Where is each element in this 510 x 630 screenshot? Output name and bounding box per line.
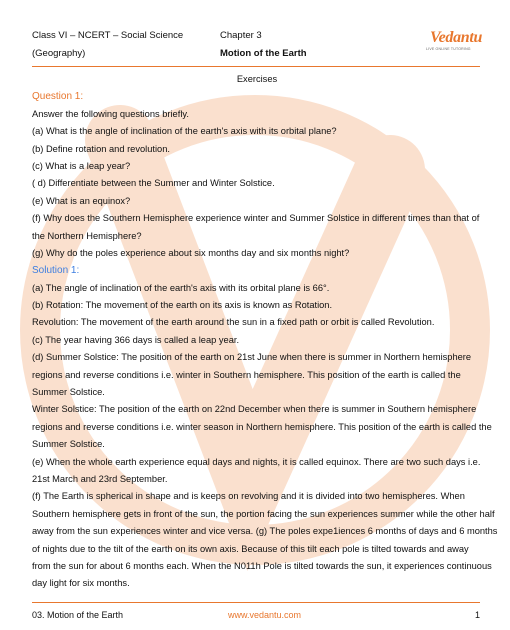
text-line: of nights due to the tilt of the earth on its own axis. Because of this tilt each pole is tilted towards and away xyxy=(32,543,469,554)
question-heading: Question 1: xyxy=(32,91,84,103)
text-line: regions and reverse conditions i.e. winter in Southern hemisphere. This position of the earth is called the xyxy=(32,369,461,380)
class-label: Class VI – NCERT – Social Science xyxy=(32,30,184,41)
text-line: Winter Solstice: The position of the earth on 22nd December when there is summer in Southern hemisphere xyxy=(32,404,477,415)
vedantu-logo xyxy=(420,28,483,54)
text-line: from the sun for about 6 months each. When the N011h Pole is tilted towards the sun, it experiences continuous xyxy=(32,560,492,571)
text-line: 21st March and 23rd September. xyxy=(32,473,168,484)
text-line: Summer Solstice. xyxy=(32,387,105,398)
logo-wordmark: Vedantu xyxy=(430,29,483,46)
text-line: (f) The Earth is spherical in shape and is keeps on revolving and it is divided into two hemispheres. When xyxy=(32,491,465,502)
text-line: Answer the following questions briefly. xyxy=(32,108,189,119)
logo-tagline: LIVE ONLINE TUTORING xyxy=(426,47,471,51)
section-heading: Exercises xyxy=(236,74,278,84)
text-line: (a) What is the angle of inclination of the earth's axis with its orbital plane? xyxy=(32,126,337,137)
page-footer xyxy=(32,602,480,624)
text-line: (g) Why do the poles experience about six months day and six months night? xyxy=(32,247,350,258)
chapter-title: Motion of the Earth xyxy=(220,48,307,59)
text-line: (b) Define rotation and revolution. xyxy=(32,143,170,154)
text-line: ( d) Differentiate between the Summer and Winter Solstice. xyxy=(32,178,275,189)
text-line: away from the sun experiences winter and vice versa. (g) The poles expe1iences 6 months of days and 6 months xyxy=(32,526,498,537)
chapter-label: Chapter 3 xyxy=(220,30,262,41)
footer-chapter-label: 03. Motion of the Earth xyxy=(32,610,124,620)
text-line: Revolution: The movement of the earth around the sun in a fixed path or orbit is called Revolution. xyxy=(32,317,435,328)
page-number: 1 xyxy=(474,610,480,620)
header-divider xyxy=(32,66,480,67)
text-line: (a) The angle of inclination of the earth's axis with its orbital plane is 66°. xyxy=(32,282,330,293)
footer-divider xyxy=(32,602,480,603)
text-line: regions and reverse conditions i.e. winter season in Northern hemisphere. This position of the earth is called the xyxy=(32,421,492,432)
text-line: Summer Solstice. xyxy=(32,439,105,450)
text-line: (c) The year having 366 days is called a leap year. xyxy=(32,334,240,345)
page-header xyxy=(32,28,483,68)
text-line: (c) What is a leap year? xyxy=(32,160,131,171)
page-content xyxy=(32,71,498,593)
text-line: Southern hemisphere gets in front of the sun, the portion facing the sun experiences summer while the other half xyxy=(32,508,495,519)
text-line: day light for six months. xyxy=(32,578,130,589)
text-line: (f) Why does the Southern Hemisphere experience winter and Summer Solstice in different times than that of xyxy=(32,213,480,224)
text-line: the Northern Hemisphere? xyxy=(32,230,142,241)
text-line: (b) Rotation: The movement of the earth on its axis is known as Rotation. xyxy=(32,300,333,311)
subject-label: (Geography) xyxy=(32,48,86,59)
solution-heading: Solution 1: xyxy=(32,265,80,277)
website-link[interactable]: www.vedantu.com xyxy=(228,610,302,620)
text-line: (d) Summer Solstice: The position of the earth on 21st June when there is summer in Northern hemisphere xyxy=(32,352,472,363)
text-line: (e) When the whole earth experience equal days and nights, it is called equinox. There are two such days i.e. xyxy=(32,456,481,467)
text-line: (e) What is an equinox? xyxy=(32,195,131,206)
